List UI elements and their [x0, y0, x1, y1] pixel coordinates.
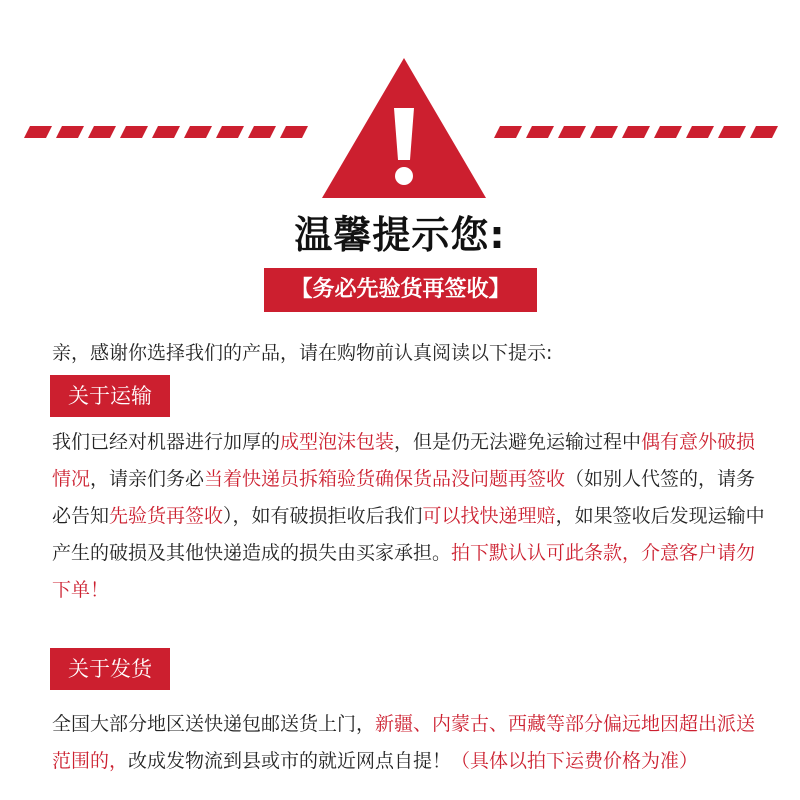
highlight-segment: 成型泡沫包装 — [280, 431, 395, 453]
highlight-segment: 可以找快递理赔 — [422, 505, 556, 527]
highlight-segment: 新疆、内蒙古、西藏等部分偏远地因超出派送范围的， — [52, 713, 756, 772]
highlight-segment: （具体以拍下运费价格为准） — [451, 750, 699, 772]
delivery-section-tag: 关于发货 — [50, 648, 170, 690]
text-segment: 全国大部分地区送快递包邮送货上门， — [52, 713, 376, 735]
highlight-segment: 拍下默认认可此条款，介意客户请勿下单！ — [52, 542, 756, 601]
intro-text: 亲，感谢你选择我们的产品，请在购物前认真阅读以下提示: — [52, 342, 553, 364]
dashed-divider-left — [22, 126, 322, 138]
text-segment: 我们已经对机器进行加厚的 — [52, 431, 281, 453]
highlight-segment: 当着快递员拆箱验货确保货品没问题再签收 — [204, 468, 566, 490]
dashed-divider-right — [492, 126, 788, 138]
inspect-before-signing-banner: 【务必先验货再签收】 — [264, 268, 537, 312]
shipping-section-tag: 关于运输 — [50, 375, 170, 417]
page-title: 温馨提示您: — [294, 213, 506, 257]
text-segment: ，如果签收后发现运输中产生的破损及其他快递造成的损失由买家承担。 — [52, 505, 765, 564]
text-segment: ，请亲们务必 — [90, 468, 205, 490]
highlight-segment: 偶有意外破损情况 — [52, 431, 756, 490]
text-segment: （如别人代签的，请务必告知 — [52, 468, 756, 527]
delivery-section-text — [52, 706, 768, 780]
text-segment: ，但是仍无法避免运输过程中 — [394, 431, 642, 453]
warning-exclamation-icon — [322, 58, 486, 198]
text-segment: 改成发物流到县或市的就近网点自提！ — [128, 750, 452, 772]
shipping-section-text — [52, 424, 768, 609]
text-segment: ），如有破损拒收后我们 — [223, 505, 423, 527]
highlight-segment: 先验货再签收 — [109, 505, 224, 527]
